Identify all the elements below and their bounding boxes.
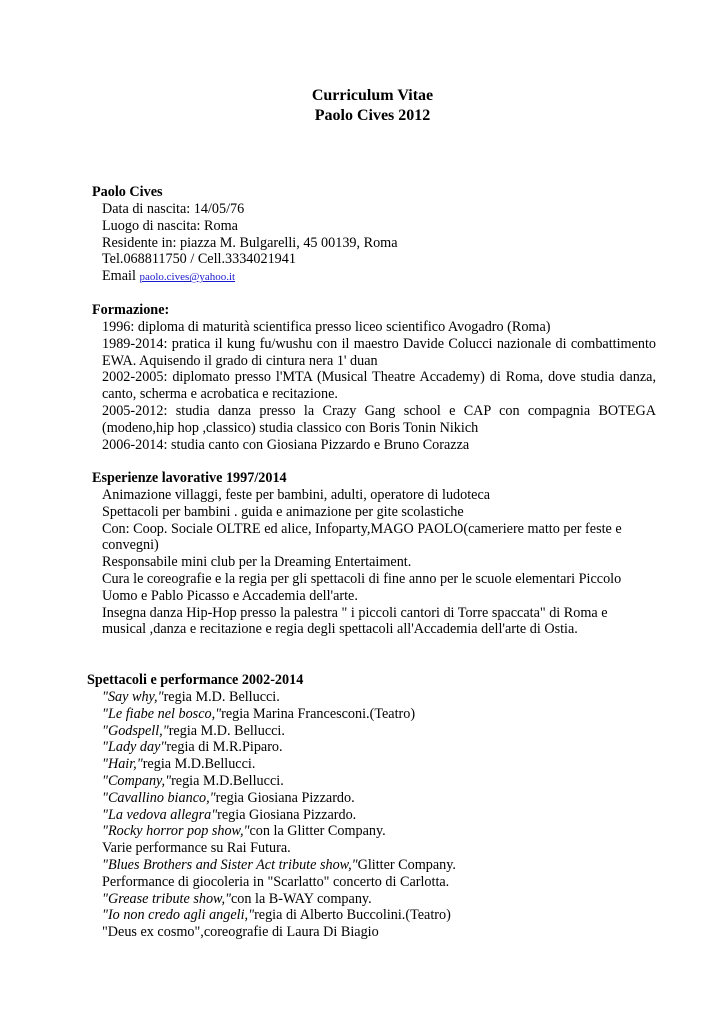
birth-place: Luogo di nascita: Roma: [102, 217, 238, 234]
show-title: "Io non credo agli angeli,": [102, 907, 255, 924]
spettacoli-list: [102, 689, 662, 941]
show-item: [102, 756, 662, 773]
personal-info: [102, 201, 656, 286]
show-credit: Varie performance su Rai Futura.: [102, 840, 291, 857]
show-item: [102, 689, 662, 706]
show-item: [102, 723, 662, 740]
show-credit: regia M.D.Bellucci.: [142, 756, 256, 773]
phone: Tel.068811750 / Cell.3334021941: [102, 251, 296, 268]
esperienze-item: Insegna danza Hip-Hop presso la palestra " i piccoli cantori di Torre spaccata" di Roma e musical ,danza e recitazione e regia degli spettacoli all'Accademia dell'arte di Ostia.: [102, 604, 608, 638]
show-item: [102, 823, 662, 840]
esperienze-item: Cura le coreografie e la regia per gli spettacoli di fine anno per le scuole elementari Piccolo Uomo e Pablo Picasso e Accademia dell'arte.: [102, 570, 622, 604]
esperienze-item: Con: Coop. Sociale OLTRE ed alice, Infoparty,MAGO PAOLO(cameriere matto per feste e convegni): [102, 520, 622, 554]
show-credit: con la Glitter Company.: [249, 823, 386, 840]
spettacoli-heading: Spettacoli e performance 2002-2014: [87, 672, 304, 688]
residence: Residente in: piazza M. Bulgarelli, 45 00139, Roma: [102, 234, 398, 251]
show-title: "Godspell,": [102, 722, 169, 739]
formazione-heading: Formazione:: [92, 302, 170, 318]
show-item: [102, 790, 662, 807]
show-credit: con la B-WAY company.: [230, 890, 372, 907]
show-credit: Performance di giocoleria in "Scarlatto" concerto di Carlotta.: [102, 873, 450, 890]
formazione-item: 1996: diploma di maturità scientifica presso liceo scientifico Avogadro (Roma): [102, 319, 551, 335]
show-credit: regia Giosiana Pizzardo.: [215, 789, 355, 806]
show-credit: regia Marina Francesconi.(Teatro): [221, 705, 416, 722]
esperienze-heading: Esperienze lavorative 1997/2014: [92, 470, 287, 486]
show-credit: regia di M.R.Piparo.: [166, 739, 283, 756]
show-title: "Cavallino bianco,": [102, 789, 216, 806]
personal-name: Paolo Cives: [92, 184, 163, 200]
show-credit: regia M.D. Bellucci.: [168, 722, 285, 739]
document-title: Curriculum Vitae: [311, 87, 434, 104]
show-item: [102, 857, 662, 874]
show-credit: regia di Alberto Buccolini.(Teatro): [254, 907, 451, 924]
formazione-item: 2005-2012: studia danza presso la Crazy Gang school e CAP con compagnia BOTEGA (modeno,hip hop ,classico) studia classico con Boris Tonin Nikich: [102, 402, 656, 436]
document-title-block: [0, 86, 725, 126]
show-title: "Rocky horror pop show,": [102, 823, 250, 840]
esperienze-list: [102, 487, 647, 638]
birth-date: Data di nascita: 14/05/76: [102, 201, 245, 217]
show-credit: regia M.D.Bellucci.: [171, 772, 284, 789]
esperienze-item: Responsabile mini club per la Dreaming Entertaiment.: [102, 554, 412, 571]
show-title: "La vedova allegra": [102, 806, 218, 823]
show-item: [102, 840, 662, 857]
show-item: [102, 706, 662, 723]
esperienze-item: Spettacoli per bambini . guida e animazione per gite scolastiche: [102, 503, 464, 520]
show-item: [102, 773, 662, 790]
formazione-list: [102, 319, 656, 453]
show-item: [102, 739, 662, 756]
show-title: "Hair,": [102, 756, 143, 773]
formazione-item: 2002-2005: diplomato presso l'MTA (Musical Theatre Accademy) di Roma, dove studia danza, canto, scherma e acrobatica e recitazione.: [102, 369, 656, 403]
document-subtitle: Paolo Cives 2012: [314, 107, 431, 124]
show-item: [102, 807, 662, 824]
email-row: [102, 268, 656, 286]
show-title: "Le fiabe nel bosco,": [102, 705, 222, 722]
show-item: [102, 874, 662, 891]
show-item: [102, 891, 662, 908]
email-link[interactable]: paolo.cives@yahoo.it: [139, 271, 236, 284]
show-title: "Company,": [102, 772, 172, 789]
show-title: "Say why,": [102, 689, 164, 705]
formazione-item: 1989-2014: pratica il kung fu/wushu con il maestro Davide Colucci nazionale di combattimento EWA. Aquisendo il grado di cintura nera 1' duan: [102, 335, 656, 369]
show-credit: Glitter Company.: [357, 856, 456, 873]
show-item: [102, 907, 662, 924]
formazione-item: 2006-2014: studia canto con Giosiana Pizzardo e Bruno Corazza: [102, 436, 470, 453]
esperienze-item: Animazione villaggi, feste per bambini, adulti, operatore di ludoteca: [102, 487, 491, 503]
show-credit: "Deus ex cosmo",coreografie di Laura Di Biagio: [102, 924, 379, 941]
show-credit: regia Giosiana Pizzardo.: [217, 806, 357, 823]
show-credit: regia M.D. Bellucci.: [163, 689, 280, 705]
email-label: Email: [102, 268, 140, 285]
show-item: [102, 924, 662, 941]
show-title: "Lady day": [102, 739, 167, 756]
show-title: "Grease tribute show,": [102, 890, 231, 907]
show-title: "Blues Brothers and Sister Act tribute show,": [102, 856, 358, 873]
